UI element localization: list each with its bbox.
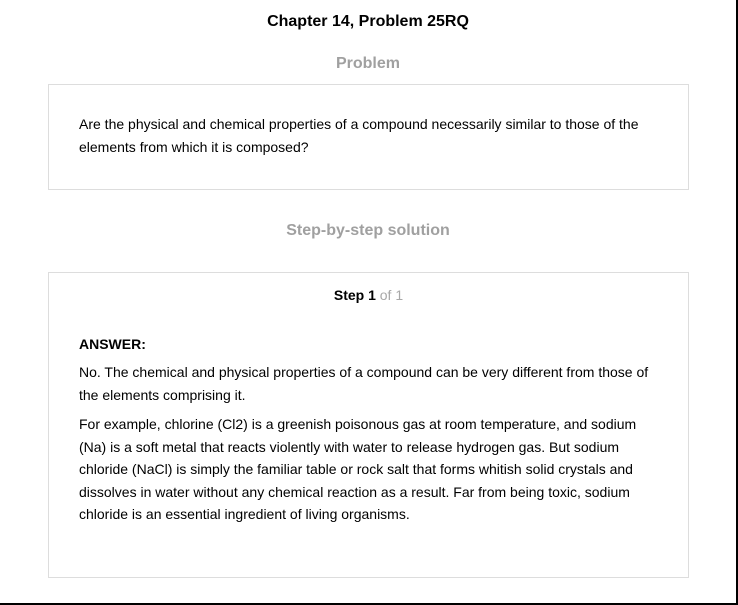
step-indicator [49, 285, 688, 305]
step-count: of 1 [379, 287, 404, 303]
page-title: Chapter 14, Problem 25RQ [267, 13, 469, 30]
answer-paragraph: No. The chemical and physical properties of a compound can be very different from those of the elements comprising it. [79, 364, 649, 403]
problem-card [48, 84, 689, 190]
problem-heading: Problem [335, 55, 400, 72]
problem-text: Are the physical and chemical properties of a compound necessarily similar to those of the elements from which it is composed? [79, 116, 639, 155]
explanation-paragraph: For example, chlorine (Cl2) is a greenish poisonous gas at room temperature, and sodium (Na) is a soft metal that reacts violently with water to release hydrogen gas. But sodium chloride (NaCl) is simply the familiar table or rock salt that forms whitish solid crystals and dissolves in water without any chemical reaction as a result. Far from being toxic, sodium chloride is an essential ingredient of living organisms. [79, 416, 637, 522]
step-label: Step 1 [333, 287, 376, 303]
solution-card [48, 272, 689, 578]
solution-heading: Step-by-step solution [286, 222, 450, 239]
answer-label: ANSWER: [79, 336, 146, 352]
